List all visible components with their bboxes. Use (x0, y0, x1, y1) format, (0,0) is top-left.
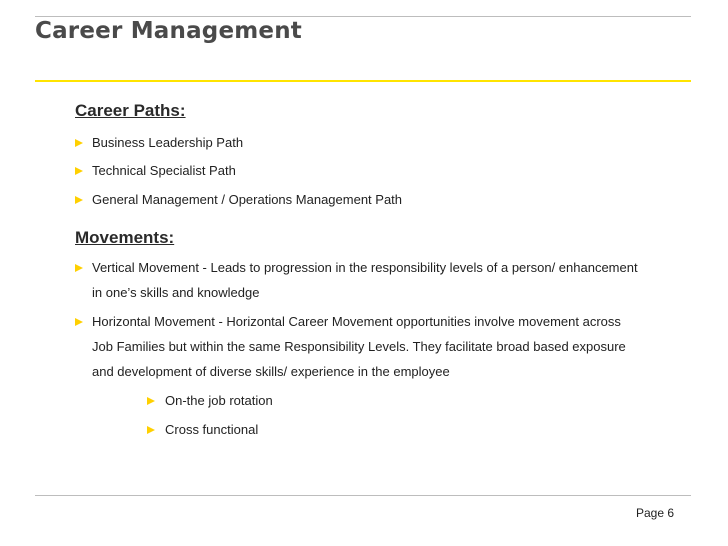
list-item-horizontal (0, 309, 728, 335)
sub-list-item (0, 388, 728, 414)
list-item-label: Horizontal Movement - Horizontal Career Movement opportunities involve movement across (92, 314, 621, 329)
bullet-arrow-icon (75, 139, 83, 147)
top-divider (35, 16, 691, 17)
career-paths-heading: Career Paths: (75, 101, 186, 120)
bullet-arrow-icon (75, 167, 83, 175)
list-item-continuation: and development of diverse skills/ experience in the employee (92, 364, 450, 379)
list-item (0, 130, 728, 156)
list-item-continuation: Job Families but within the same Responsibility Levels. They facilitate broad based exposure (92, 339, 626, 354)
list-item-label: Business Leadership Path (92, 135, 244, 150)
list-item-continuation: in one’s skills and knowledge (92, 285, 260, 300)
sub-list-item-label: On-the job rotation (165, 393, 273, 408)
list-item-label: General Management / Operations Management Path (92, 192, 403, 207)
list-item-label: Vertical Movement - Leads to progression in the responsibility levels of a person/ enhancement (92, 260, 638, 275)
bullet-arrow-icon (75, 264, 83, 272)
sub-list-item-label: Cross functional (165, 422, 259, 437)
list-item (0, 187, 728, 213)
list-item-label: Technical Specialist Path (92, 163, 236, 178)
movements-heading: Movements: (75, 228, 175, 247)
list-item (0, 158, 728, 184)
bullet-arrow-icon (147, 397, 155, 405)
sub-list-item (0, 417, 728, 443)
bullet-arrow-icon (75, 318, 83, 326)
list-item-vertical (0, 255, 728, 281)
page-title: Career Management (35, 18, 302, 44)
bullet-arrow-icon (75, 196, 83, 204)
page-number: Page 6 (636, 506, 675, 520)
footer-divider (35, 495, 691, 496)
accent-divider (35, 80, 691, 82)
bullet-arrow-icon (147, 426, 155, 434)
